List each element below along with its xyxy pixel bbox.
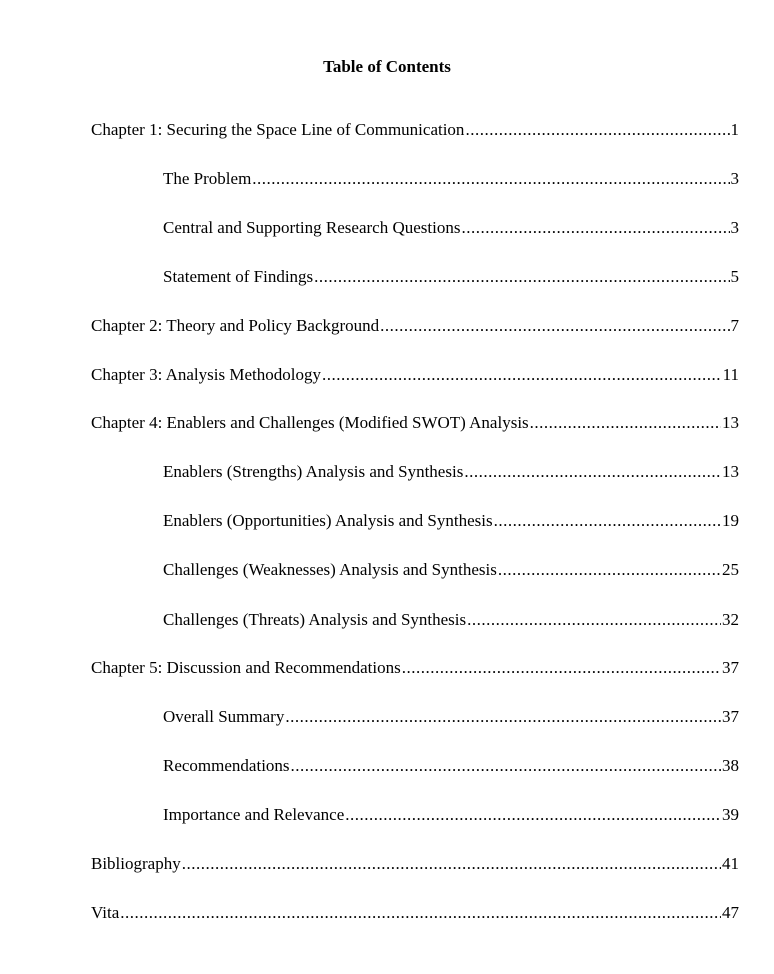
toc-entry-research-questions[interactable] [163,217,739,239]
toc-entry-chapter-4[interactable] [91,412,739,434]
toc-entry-chapter-5[interactable] [91,657,739,679]
toc-entry-label: Challenges (Weaknesses) Analysis and Synthesis [163,560,497,579]
toc-entry-label: Chapter 5: Discussion and Recommendations [91,658,401,677]
toc-entry-label: Chapter 1: Securing the Space Line of Communication [91,120,465,139]
toc-entry-label: Challenges (Threats) Analysis and Synthesis [163,610,467,629]
toc-entry-statement-of-findings[interactable] [163,266,739,288]
toc-entry-chapter-1[interactable] [91,119,739,141]
toc-page-number: 32 [722,610,739,629]
dot-leader [494,510,721,532]
toc-entry-challenges-threats[interactable] [163,609,739,631]
toc-page-number: 38 [722,756,739,775]
toc-entry-bibliography[interactable] [91,853,739,875]
toc-page-number: 19 [722,511,739,530]
toc-page-number: 1 [730,120,739,139]
toc-page-number: 39 [722,805,739,824]
dot-leader [291,755,721,777]
dot-leader [285,706,721,728]
toc-page-number: 37 [722,707,739,726]
toc-entry-enablers-opportunities[interactable] [163,510,739,532]
toc-entry-label: The Problem [163,169,252,188]
toc-page-number: 11 [722,365,739,384]
toc-entry-label: Enablers (Opportunities) Analysis and Synthesis [163,511,493,530]
toc-page-number: 13 [722,413,739,432]
toc-entry-label: Overall Summary [163,707,285,726]
toc-entry-vita[interactable] [91,902,739,924]
toc-page-number: 25 [722,560,739,579]
dot-leader [345,804,721,826]
toc-entry-label: Chapter 3: Analysis Methodology [91,365,321,384]
dot-leader [314,266,729,288]
dot-leader [465,119,729,141]
toc-entry-label: Chapter 4: Enablers and Challenges (Modified SWOT) Analysis [91,413,529,432]
toc-entry-label: Bibliography [91,854,181,873]
dot-leader [322,364,722,386]
dot-leader [467,609,721,631]
dot-leader [380,315,729,337]
toc-page-number: 41 [722,854,739,873]
toc-entry-label: Vita [91,903,120,922]
dot-leader [530,412,721,434]
toc-entry-overall-summary[interactable] [163,706,739,728]
toc-entry-label: Central and Supporting Research Questions [163,218,461,237]
toc-page-number: 7 [730,316,739,335]
toc-entry-label: Chapter 2: Theory and Policy Background [91,316,380,335]
toc-page-number: 13 [722,462,739,481]
toc-entry-label: Importance and Relevance [163,805,345,824]
toc-entry-chapter-3[interactable] [91,364,739,386]
toc-page-number: 3 [730,218,739,237]
toc-entry-challenges-weaknesses[interactable] [163,559,739,581]
toc-page-number: 47 [722,903,739,922]
toc-page-number: 37 [722,658,739,677]
dot-leader [498,559,721,581]
toc-entry-recommendations[interactable] [163,755,739,777]
toc-page-number: 3 [730,169,739,188]
toc-page-number: 5 [730,267,739,286]
toc-entry-importance-relevance[interactable] [163,804,739,826]
toc-entry-enablers-strengths[interactable] [163,461,739,483]
dot-leader [402,657,721,679]
toc-entry-label: Enablers (Strengths) Analysis and Synthesis [163,462,464,481]
dot-leader [252,168,729,190]
toc-entry-label: Recommendations [163,756,290,775]
dot-leader [182,853,721,875]
page-title: Table of Contents [323,57,451,76]
toc-entry-chapter-2[interactable] [91,315,739,337]
toc-entry-the-problem[interactable] [163,168,739,190]
dot-leader [464,461,721,483]
toc-entry-label: Statement of Findings [163,267,314,286]
dot-leader [461,217,729,239]
dot-leader [120,902,721,924]
